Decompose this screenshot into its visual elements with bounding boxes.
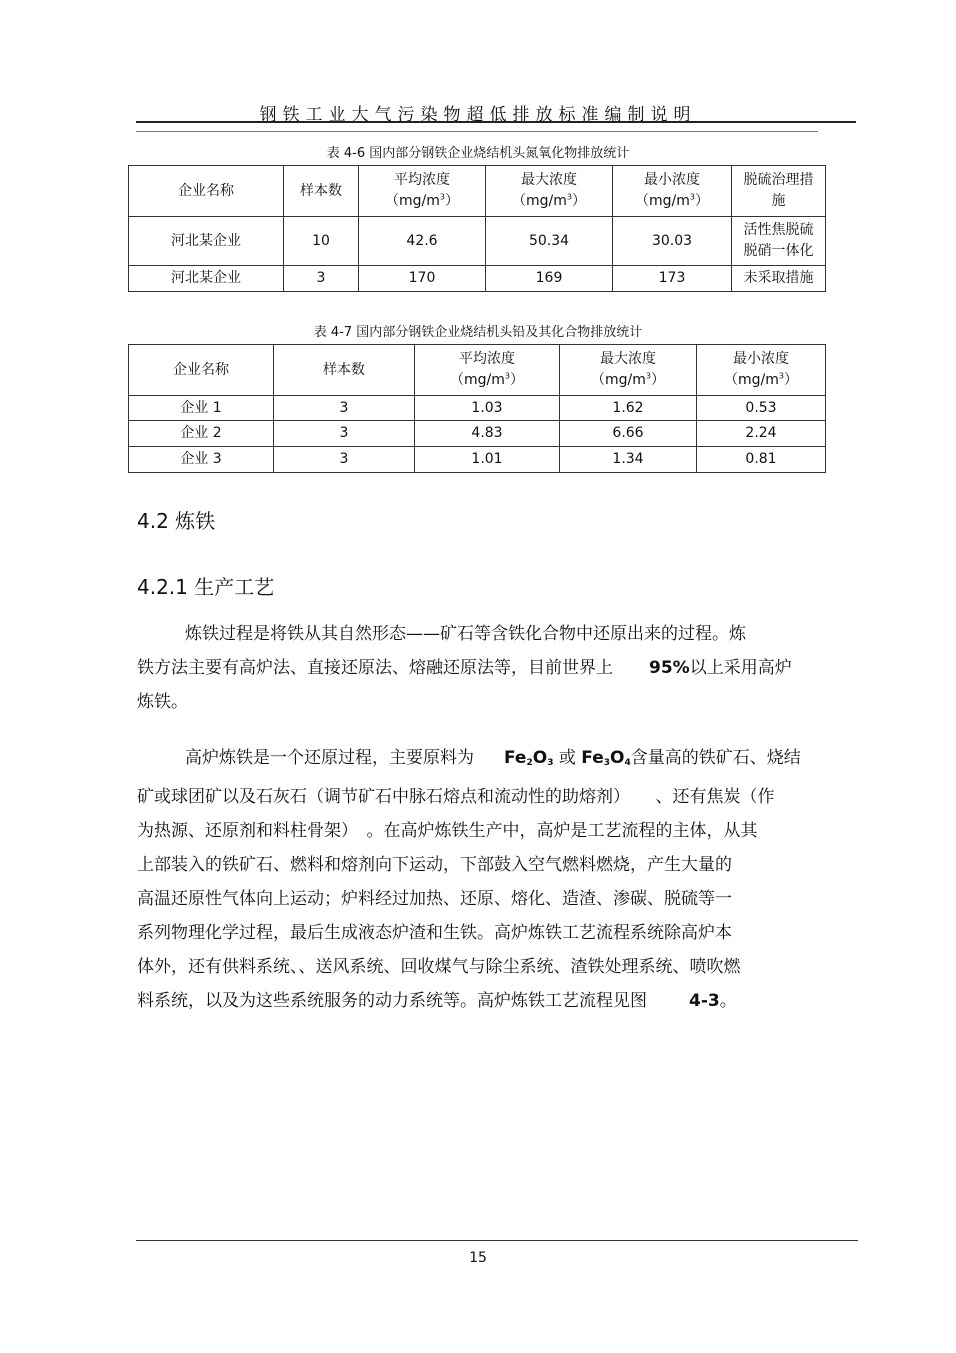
text-line: 高温还原性气体向上运动；炉料经过加热、还原、熔化、造渣、渗碳、脱硫等一 [137, 889, 732, 909]
cell-avg: 1.01 [415, 447, 560, 473]
header-cell: 最大浓度 $(mg/m^3)$ [486, 166, 613, 217]
cell-samples: 10 [284, 217, 359, 266]
table-row [129, 421, 826, 447]
header-cell: 企业名称 [129, 345, 274, 396]
table-row [129, 217, 826, 266]
cell-avg: 170 [359, 266, 486, 292]
text-line: 高炉炼铁是一个还原过程，主要原料为 $Fe_2O_3$ 或 $Fe_3O_4$含量高的铁矿石、烧结 [185, 748, 801, 768]
paragraph-1 [137, 617, 817, 719]
footer-rule [136, 1240, 858, 1241]
page-number: 15 [469, 1250, 487, 1266]
subsection-heading: 4.2.1 生产工艺 [137, 575, 275, 599]
cell-name: 河北某企业 [129, 217, 284, 266]
text-line: 料系统，以及为这些系统服务的动力系统等。高炉炼铁工艺流程见图 4-3。 [137, 991, 737, 1011]
table-4-7 [128, 344, 826, 473]
header-cell: 企业名称 [129, 166, 284, 217]
cell-min: 30.03 [613, 217, 732, 266]
cell-avg: 1.03 [415, 396, 560, 421]
header-cell: 平均浓度 $(mg/m^3)$ [415, 345, 560, 396]
table-4-6-caption: 表 4-6 国内部分钢铁企业烧结机头氮氧化物排放统计 [326, 146, 630, 161]
table-header-row [129, 166, 826, 217]
header-cell: 脱硫治理措 施 [732, 166, 826, 217]
header-cell: 最大浓度 $(mg/m^3)$ [560, 345, 697, 396]
table-row [129, 266, 826, 292]
cell-min: 173 [613, 266, 732, 292]
section-heading: 4.2 炼铁 [137, 509, 216, 533]
cell-samples: 3 [274, 421, 415, 447]
cell-max: 6.66 [560, 421, 697, 447]
cell-max: 169 [486, 266, 613, 292]
cell-min: 2.24 [697, 421, 826, 447]
cell-max: 1.62 [560, 396, 697, 421]
text-line: 炼铁过程是将铁从其自然形态——矿石等含铁化合物中还原出来的过程。炼 [185, 624, 746, 644]
cell-name: 企业 3 [129, 447, 274, 473]
cell-name: 企业 2 [129, 421, 274, 447]
table-header-row [129, 345, 826, 396]
text-line: 铁方法主要有高炉法、直接还原法、熔融还原法等，目前世界上 95%以上采用高炉 [137, 658, 792, 678]
header-rule-thin [136, 131, 818, 132]
text-line: 为热源、还原剂和料柱骨架） 。在高炉炼铁生产中，高炉是工艺流程的主体，从其 [137, 821, 758, 841]
table-4-7-caption: 表 4-7 国内部分钢铁企业烧结机头铅及其化合物排放统计 [313, 325, 643, 340]
header-cell: 样本数 [284, 166, 359, 217]
cell-min: 0.81 [697, 447, 826, 473]
running-header: 钢铁工业大气污染物超低排放标准编制说明 [259, 105, 697, 125]
table-row [129, 447, 826, 473]
header-cell: 最小浓度 $(mg/m^3)$ [697, 345, 826, 396]
cell-samples: 3 [274, 447, 415, 473]
cell-name: 企业 1 [129, 396, 274, 421]
paragraph-2 [137, 741, 817, 1018]
cell-measure: 活性焦脱硫 脱硝一体化 [732, 217, 826, 266]
cell-avg: 42.6 [359, 217, 486, 266]
table-row [129, 396, 826, 421]
cell-measure: 未采取措施 [732, 266, 826, 292]
cell-name: 河北某企业 [129, 266, 284, 292]
header-cell: 样本数 [274, 345, 415, 396]
text-line: 矿或球团矿以及石灰石（调节矿石中脉石熔点和流动性的助熔剂） 、还有焦炭（作 [137, 787, 775, 807]
formula-fe3o4: $Fe_3O_4$ [581, 748, 631, 768]
header-cell: 平均浓度 $(mg/m^3)$ [359, 166, 486, 217]
cell-min: 0.53 [697, 396, 826, 421]
header-rule [136, 121, 856, 123]
cell-avg: 4.83 [415, 421, 560, 447]
formula-fe2o3: $Fe_2O_3$ [504, 748, 554, 768]
text-line: 系列物理化学过程，最后生成液态炉渣和生铁。高炉炼铁工艺流程系统除高炉本 [137, 923, 732, 943]
cell-max: 50.34 [486, 217, 613, 266]
cell-max: 1.34 [560, 447, 697, 473]
text-line: 体外，还有供料系统、、送风系统、回收煤气与除尘系统、渣铁处理系统、喷吹燃 [137, 957, 741, 977]
text-line: 炼铁。 [137, 692, 188, 712]
cell-samples: 3 [274, 396, 415, 421]
header-cell: 最小浓度 $(mg/m^3)$ [613, 166, 732, 217]
cell-samples: 3 [284, 266, 359, 292]
text-line: 上部装入的铁矿石、燃料和熔剂向下运动，下部鼓入空气燃料燃烧，产生大量的 [137, 855, 732, 875]
table-4-6 [128, 165, 826, 292]
